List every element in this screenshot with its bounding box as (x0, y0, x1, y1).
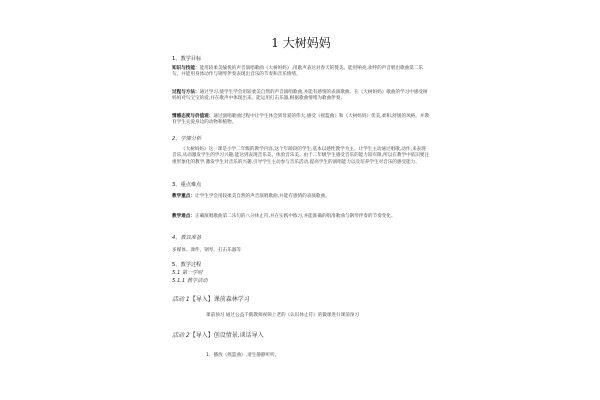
paragraph-difficulty (172, 214, 430, 220)
subheading-first-lesson: 5.1 第一学时 (172, 270, 203, 276)
activity-1-heading (172, 296, 430, 304)
section-heading-objectives: 1、教学目标 (172, 56, 202, 62)
activity-2-text: 1、播放《摇篮曲》,请生静静听听。 (206, 353, 280, 358)
text-focus: 让学生学会用较柔美自然的声音演唱歌曲,并能有感情的表演歌曲。 (194, 194, 330, 199)
label-process: 过程与方法： (172, 90, 200, 95)
label-values: 情感态度与价值观： (172, 114, 214, 119)
section-heading-materials: 4、教具准备 (172, 235, 202, 241)
section-heading-analysis: 2、学情分析 (172, 136, 202, 142)
activity-1-title: 【导入】课前森林学习 (189, 296, 250, 303)
text-difficulty: 正确演唱歌曲第二乐句的八分休止符,并在实践中练习,并能准确的唱准歌曲与钢琴伴奏的节奏变化。 (194, 214, 396, 219)
paragraph-values (172, 114, 430, 127)
text-values: 通过演唱歌曲过程中让学生体会到母爱的伟大,感受《摇篮曲》和《大树妈妈》优美,柔和,舒缓的风格。并教育学生关爱身边的动物和植物。 (172, 114, 430, 126)
document-page (172, 30, 430, 400)
activity-2-label: 活动 2 (172, 332, 190, 339)
text-knowledge: 能用较柔美愉悦的声音演唱歌曲《大树妈妈》,用歌声表达对春天的赞美。能用响亮,欢呼的声音唱出歌曲第二乐句。并能用身体动作与钢琴伴奏表现出音乐的节奏和音乐情绪。 (172, 66, 424, 78)
document-title: 1 大树妈妈 (271, 36, 331, 50)
label-focus: 教学重点： (172, 194, 195, 199)
section-heading-keypoints: 3、重点难点 (172, 182, 202, 188)
activity-2-title: 【导入】创设情景,谈话导入 (189, 332, 264, 339)
activity-2-heading (172, 332, 430, 340)
label-knowledge: 知识与技能： (172, 66, 200, 71)
paragraph-knowledge (172, 66, 430, 79)
label-difficulty: 教学难点： (172, 214, 195, 219)
paragraph-analysis: 《大树妈妈》这一课是小学二年级的教学内容,这个年龄段的学生,基本以感性教学为主。让学生主动通过唱歌,动作,来表现音乐,从而激发学生的学习兴趣,能达到表现音乐美、体验音乐美。由于二年级学生感受音乐的能力较有限,所以在教学中依旧要注重形象化的教学,激发学生对音乐的兴趣,引导学生主动参与音乐活动,提高学生的演唱能力以及培养学生对音乐的感受能力。 (172, 147, 430, 165)
activity-1-text: 课前预习 通过公益千鹤教师视频上老的《认识休止符》的微课进行课前预习 (206, 313, 360, 318)
paragraph-materials: 多媒体、课件、钢琴、打击乐器等 (172, 248, 241, 253)
section-heading-process: 5、教学过程 (172, 262, 202, 268)
text-process: 通过学习,使学生学会用较柔美自然的声音演唱歌曲,并能有感情的表演歌曲。在《大树妈妈》歌曲的学习中感受树妈妈对鸟宝宝的爱,并在歌声中体现出来。能运用打击乐器,根据歌曲情绪为歌曲伴奏。 (172, 90, 428, 102)
paragraph-focus (172, 194, 430, 200)
subheading-activities: 5.1.1 教学活动 (172, 278, 208, 284)
paragraph-process (172, 90, 430, 103)
activity-1-label: 活动 1 (172, 296, 190, 303)
